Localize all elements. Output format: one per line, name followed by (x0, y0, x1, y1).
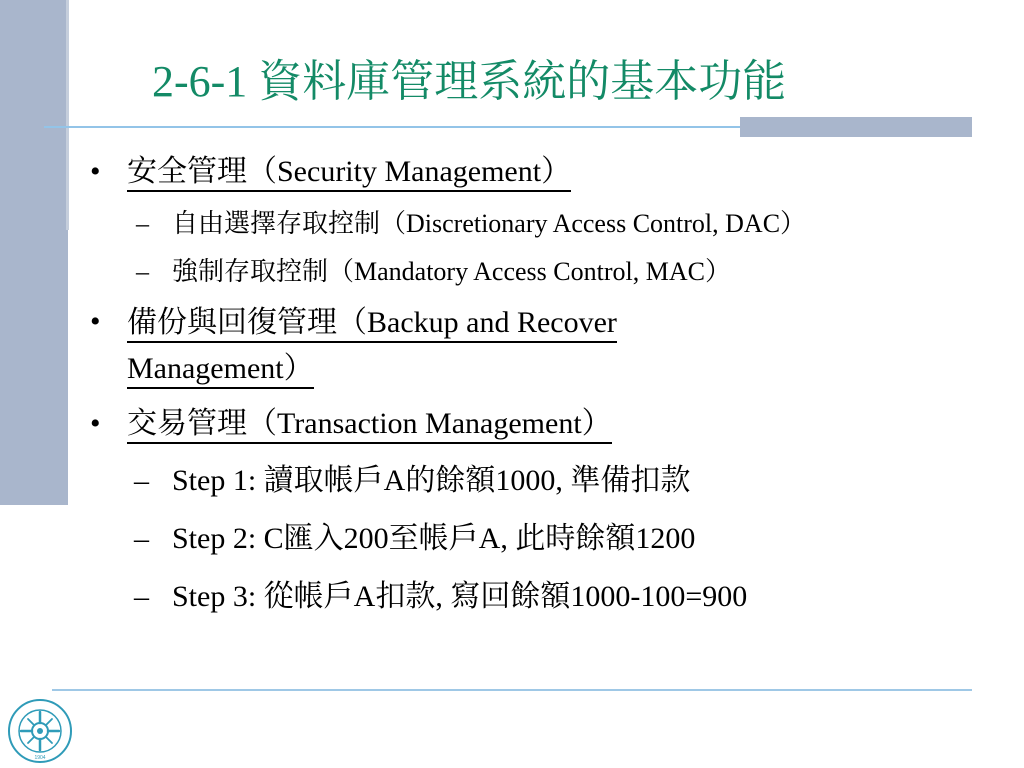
bullet-marker: • (90, 305, 101, 338)
decorative-side-bar-highlight (66, 0, 69, 230)
subitem-dac (90, 204, 892, 244)
footer-divider (52, 689, 972, 691)
bullet-label: 備份與回復管理（Backup and Recover Management） (127, 306, 617, 389)
dash-marker: – (134, 464, 149, 497)
subitem-label: 自由選擇存取控制（Discretionary Access Control, DAC） (172, 209, 807, 238)
dash-marker: – (136, 209, 149, 238)
bullet-marker: • (90, 155, 101, 188)
subitem-mac (90, 252, 990, 292)
subitem-label: Step 1: 讀取帳戶A的餘額1000, 準備扣款 (172, 464, 691, 497)
dash-marker: – (134, 580, 149, 613)
bullet-label: 交易管理（Transaction Management） (127, 407, 612, 444)
decorative-title-block (740, 117, 972, 137)
bullet-security-management (90, 150, 990, 194)
university-seal-icon (7, 698, 73, 764)
subitem-label: Step 2: C匯入200至帳戶A, 此時餘額1200 (172, 522, 696, 555)
bullet-transaction-management (90, 402, 990, 446)
subitem-label: 強制存取控制（Mandatory Access Control, MAC） (172, 257, 731, 286)
dash-marker: – (134, 522, 149, 555)
bullet-marker: • (90, 407, 101, 440)
subitem-step-1 (90, 456, 990, 506)
bullet-label: 安全管理（Security Management） (127, 155, 571, 192)
decorative-side-bar (0, 0, 68, 505)
subitem-label: Step 3: 從帳戶A扣款, 寫回餘額1000-100=900 (172, 580, 748, 613)
seal-year: 1904 (34, 755, 46, 761)
subitem-step-2 (90, 514, 990, 564)
slide-content (90, 150, 990, 630)
bullet-backup-recover-management (90, 300, 787, 392)
slide-title: 2-6-1 資料庫管理系統的基本功能 (152, 57, 787, 106)
subitem-step-3 (90, 572, 990, 622)
dash-marker: – (136, 257, 149, 286)
